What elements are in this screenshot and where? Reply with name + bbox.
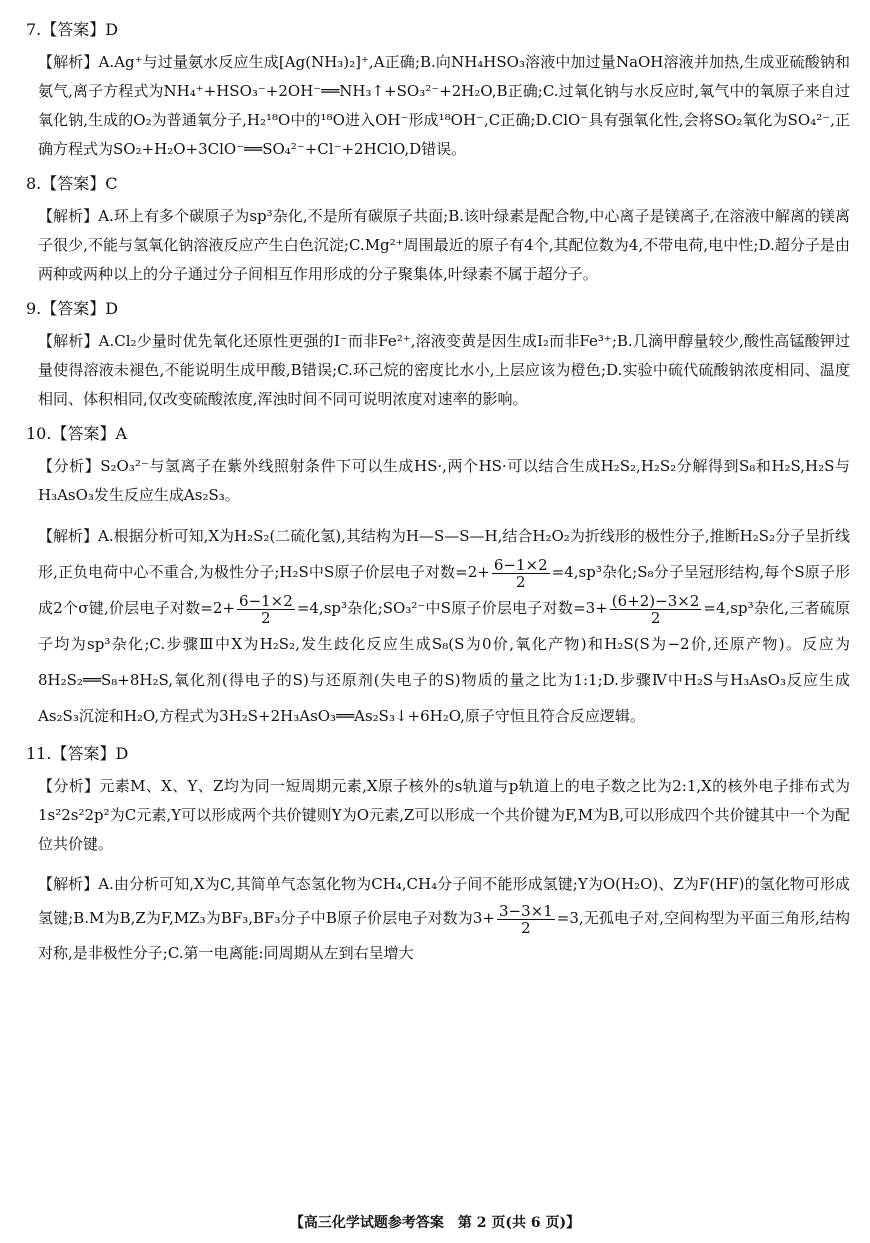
q8-analysis: 【解析】A.环上有多个碳原子为sp³杂化,不是所有碳原子共面;B.该叶绿素是配合物,中心离子是镁离子,在溶液中解离的镁离子很少,不能与氢氧化钠溶液反应产生白色沉淀;C.Mg²⁺周围最近的原子有4个,其配位数为4,不带电荷,电中性;D.超分子是由两种或两种以上的分子通过分子间相互作用形成的分子聚集体,叶绿素不属于超分子。: [38, 207, 850, 283]
q10-analysis-part2: =4,sp³杂化;S₈分子呈冠形结构,每个S原子形成2个σ键,价层电子对数=2+: [38, 563, 850, 617]
q7-analysis: 【解析】A.Ag⁺与过量氨水反应生成[Ag(NH₃)₂]⁺,A正确;B.向NH₄HSO₃溶液中加过量NaOH溶液并加热,生成亚硫酸钠和氨气,离子方程式为NH₄⁺+HSO₃⁻+2OH⁻══NH₃↑+SO₃²⁻+2H₂O,B正确;C.过氧化钠与水反应时,氧气中的氧原子来自过氧化钠,生成的O₂为普通氧分子,H₂¹⁸O中的¹⁸O进入OH⁻形成¹⁸OH⁻,C正确;D.ClO⁻具有强氧化性,会将SO₂氧化为SO₄²⁻,正确方程式为SO₂+H₂O+3ClO⁻══SO₄²⁻+Cl⁻+2HClO,D错误。: [38, 53, 850, 158]
q10-analysis-part4: =4,sp³杂化,三者硫原子均为sp³杂化;C.步骤Ⅲ中X为H₂S₂,发生歧化反应生成S₈(S为0价,氧化产物)和H₂S(S为−2价,还原产物)。反应为8H₂S₂══S₈+8H₂S,氧化剂(得电子的S)与还原剂(失电子的S)物质的量之比为1:1;D.步骤Ⅳ中H₂S与H₃AsO₃反应生成As₂S₃沉淀和H₂O,方程式为3H₂S+2H₃AsO₃══As₂S₃↓+6H₂O,原子守恒且符合反应逻辑。: [38, 599, 850, 725]
question-7: [26, 18, 850, 164]
q11-analysis: [38, 867, 850, 970]
question-9: [26, 297, 850, 414]
q10-fenxi: 【分析】S₂O₃²⁻与氢离子在紫外线照射条件下可以生成HS·,两个HS·可以结合生成H₂S₂,H₂S₂分解得到S₈和H₂S,H₂S与H₃AsO₃发生反应生成As₂S₃。: [38, 457, 850, 504]
answer-content: [26, 18, 850, 978]
q10-fraction-3: $\frac{(6+2)-3\times 2}{2}$: [611, 591, 700, 627]
q10-fraction-2: $\frac{6-1\times 2}{2}$: [239, 591, 293, 627]
q10-analysis-part3: =4,sp³杂化;SO₃²⁻中S原子价层电子对数=3+: [296, 599, 608, 617]
q11-fraction: $\frac{3-3\times 1}{2}$: [498, 901, 553, 937]
question-8: [26, 172, 850, 289]
question-11: [26, 742, 850, 970]
q10-analysis: [38, 518, 850, 734]
q7-answer: 7.【答案】D: [26, 20, 119, 39]
q11-fenxi: 【分析】元素M、X、Y、Z均为同一短周期元素,X原子核外的s轨道与p轨道上的电子数之比为2:1,X的核外电子排布式为1s²2s²2p²为C元素,Y可以形成两个共价键则Y为O元素,Z可以形成一个共价键为F,M为B,可以形成四个共价键其中一个为配位共价键。: [38, 777, 850, 853]
q8-answer: 8.【答案】C: [26, 174, 118, 193]
q10-fraction-1: $\frac{6-1\times 2}{2}$: [493, 555, 548, 591]
q10-analysis-part1: 【解析】A.根据分析可知,X为H₂S₂(二硫化氢),其结构为H—S—S—H,结合H₂O₂为折线形的极性分子,推断H₂S₂分子呈折线形,正负电荷中心不重合,为极性分子;H₂S中S原子价层电子对数=2+: [38, 527, 850, 581]
question-10: [26, 422, 850, 734]
q9-answer: 9.【答案】D: [26, 299, 119, 318]
q9-analysis: 【解析】A.Cl₂少量时优先氧化还原性更强的I⁻而非Fe²⁺,溶液变黄是因生成I₂而非Fe³⁺;B.几滴甲醇量较少,酸性高锰酸钾过量使得溶液未褪色,不能说明生成甲酸,B错误;C.环己烷的密度比水小,上层应该为橙色;D.实验中硫代硫酸钠浓度相同、温度相同、体积相同,仅改变硫酸浓度,浑浊时间不同可说明浓度对速率的影响。: [38, 332, 850, 408]
page-footer: 【高三化学试题参考答案 第 2 页(共 6 页)】: [289, 1215, 581, 1231]
q11-answer: 11.【答案】D: [26, 744, 129, 763]
q11-analysis-part2: =3,无孤电子对,空间构型为平面三角形,结构对称,是非极性分子;C.第一电离能:同周期从左到右呈增大: [38, 909, 851, 962]
q10-answer: 10.【答案】A: [26, 424, 128, 443]
q11-analysis-part1: 【解析】A.由分析可知,X为C,其简单气态氢化物为CH₄,CH₄分子间不能形成氢键;Y为O(H₂O)、Z为F(HF)的氢化物可形成氢键;B.M为B,Z为F,MZ₃为BF₃,BF₃分子中B原子价层电子对数为3+: [38, 875, 850, 927]
